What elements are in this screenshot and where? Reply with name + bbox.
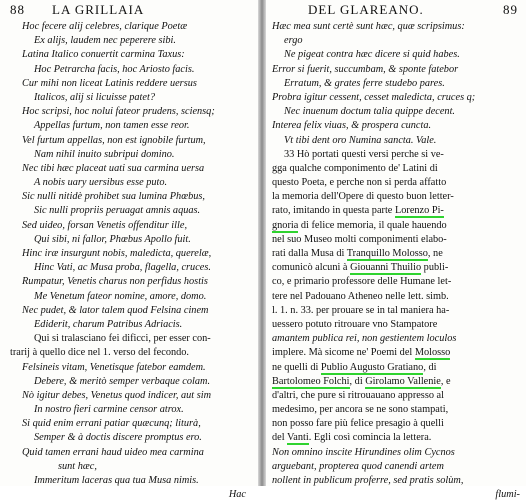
highlighted-name: gnoria: [272, 219, 299, 231]
text-line: Nam nihil inuito subripui domino.: [34, 148, 175, 160]
book-gutter: [258, 0, 266, 486]
text-line: Ediderit, charum Patribus Adriacis.: [34, 318, 183, 330]
text-line: comunicò alcuni à Giouanni Thuilio publi-: [272, 262, 449, 274]
text-line: Nec tibi hæc placeat uati sua carmina uersa: [22, 162, 205, 174]
text-line: 33 Hò portati questi versi perche si ve-: [284, 148, 444, 160]
right-page: [266, 0, 526, 501]
text-line: Vt tibi dent oro Numina sancta. Vale.: [284, 134, 437, 146]
text-line: Nò igitur debes, Venetus quod indicer, aut sim: [22, 389, 212, 401]
text-line: Quid tamen errani haud uideo mea carmina: [22, 446, 204, 458]
text-line: d'altri, che pure si ritrouauano appresso al: [272, 389, 444, 401]
left-page-header: [0, 2, 258, 18]
text-line: rati dalla Musa di Tranquillo Molosso, ne: [272, 248, 443, 259]
page-number: 89: [503, 2, 518, 17]
right-page-header: [266, 2, 526, 18]
catchword: flumi-: [495, 489, 520, 501]
highlighted-name: Molosso: [414, 347, 451, 359]
text-line: nel suo Museo molti componimenti elabo-: [272, 233, 447, 245]
running-head: LA GRILLAIA: [52, 2, 145, 17]
left-page: [0, 0, 258, 501]
highlighted-name: Girolamo Vallenie: [365, 375, 441, 387]
text-line: Error si fuerit, succumbam, & sponte fatebor: [272, 63, 459, 75]
text-line: Hinc Vati, ac Musa proba, flagella, cruces.: [34, 262, 211, 274]
text-line: uessero potuto ritrouare vno Stampatore: [272, 318, 438, 330]
highlighted-name: Publio Augusto Gratiano: [320, 361, 424, 373]
text-line: ergo: [284, 35, 303, 47]
text-line: non posso fare più felice presagio à quelli: [272, 418, 444, 430]
text-line: Immeritum laceras qua tua Musa nimis.: [34, 475, 199, 486]
text-line: Vel furtum appellas, non est ignobile furtum,: [22, 134, 206, 146]
text-line: Me Venetum fateor nomine, amore, domo.: [34, 290, 207, 302]
highlighted-name: Lorenzo Pi-: [394, 205, 444, 217]
right-page-text: [272, 20, 520, 502]
text-line: Hoc scripsi, hoc nolui fateor prudens, sciensq;: [22, 106, 215, 118]
text-line: Rumpatur, Venetis charus non perfidus hostis: [22, 276, 208, 288]
text-line: ne quelli di Publio Augusto Gratiano, di: [272, 361, 437, 373]
text-line: l. 1. n. 33. per prouare se in tal maniera ha-: [272, 304, 450, 316]
text-line: Ne pigeat contra hæc dicere si quid habes.: [284, 49, 460, 61]
text-line: Probra igitur cessent, cesset maledicta, cruces q;: [272, 91, 476, 103]
text-line: Erratum, & grates ferre studebo pares.: [284, 77, 445, 89]
text-line: del Vanti. Egli così comincia la lettera.: [272, 432, 432, 444]
text-line: Hoc fecere alij celebres, clarique Poetæ: [22, 21, 188, 32]
text-line: In nostro fieri carmine censor atrox.: [34, 404, 184, 416]
text-line: Si quid enim errani patiar quæcunq; liturà,: [22, 418, 201, 430]
text-line: Hinc iræ insurgunt nobis, maledicta, querelæ,: [22, 248, 212, 259]
page-number: 88: [10, 2, 25, 17]
text-line: Cur mihi non liceat Latinis reddere uersus: [22, 77, 197, 89]
highlighted-name: Tranquillo Molosso: [346, 248, 428, 259]
text-line: Debere, & meritò semper verbaque colam.: [34, 375, 211, 387]
text-line: tere nel Padouano Atheneo nelle lett. simb.: [272, 290, 449, 302]
text-line: Qui si tralasciano fei dificci, per esser con-: [34, 333, 211, 345]
text-line: medesimo, per ancora se ne sono stampati,: [272, 404, 449, 416]
text-line: Non omnino inscite Hirundines olim Cycnos: [272, 446, 455, 458]
highlighted-name: Vanti: [286, 432, 309, 444]
text-line: implere. Mà sicome ne' Poemi del Molosso: [272, 347, 451, 359]
running-head: DEL GLAREANO.: [308, 2, 424, 17]
text-line: Interea felix viuas, & prospera cuncta.: [272, 120, 432, 132]
text-line: Hoc Petrarcha facis, hoc Ariosto facis.: [34, 63, 195, 75]
catchword: Hac: [228, 489, 246, 501]
highlighted-name: Bartolomeo Folchi: [272, 375, 350, 387]
text-line: arguebant, propterea quod canendi artem: [272, 460, 444, 472]
text-line: amantem publica rei, non gestientem loculos: [272, 333, 457, 345]
text-line: Qui sibi, ni fallor, Phœbus Apollo fuit.: [34, 233, 191, 245]
text-line: Ex alijs, laudem nec peperere sibi.: [34, 35, 176, 47]
text-line: Felsineis vitam, Venetisque fatebor eamdem.: [22, 361, 206, 373]
text-line: gnoria di felice memoria, il quale hauendo: [272, 219, 447, 231]
text-line: Hæc mea sunt certè sunt hæc, quæ scripsimus:: [272, 21, 465, 32]
text-line: sunt hæc,: [58, 460, 97, 472]
left-page-text: [10, 20, 254, 502]
text-line: Sed uideo, forsan Venetis offenditur ille,: [22, 219, 188, 231]
text-line: Nec inuenum doctum talia quippe decent.: [284, 106, 455, 118]
text-line: Bartolomeo Folchi, di Girolamo Vallenie, e: [272, 375, 451, 387]
text-line: Italicos, alij si licuisse patet?: [34, 91, 155, 103]
text-line: Sic nulli nitidè prohibet sua lumina Phœbus,: [22, 191, 205, 203]
text-line: Appellas furtum, non tamen esse reor.: [34, 120, 190, 132]
text-line: Semper & à doctis discere promptus ero.: [34, 432, 202, 444]
highlighted-name: Giouanni Thuilio: [350, 262, 422, 274]
text-line: trarij à quello dice nel 1. verso del fecondo.: [10, 347, 189, 359]
text-line: questo Poeta, e perche non si perda affatto: [272, 177, 447, 189]
text-line: gga qualche componimento de' Latini di: [272, 162, 438, 174]
text-line: Nec pudet, & lator talem quod Felsina cinem: [22, 304, 209, 316]
text-line: nollent in publicum proferre, sed pratis solùm,: [272, 475, 464, 486]
text-line: Sic nulli propriis peruagat amnis aquas.: [34, 205, 201, 217]
text-line: co, e primario professore delle Humane let-: [272, 276, 452, 288]
text-line: rato, imitando in questa parte Lorenzo Pi-: [272, 205, 444, 217]
text-line: A nobis uary uersibus esse puto.: [34, 177, 168, 189]
text-line: Latina Italico conuertit carmina Taxus:: [22, 49, 185, 61]
text-line: la memoria dell'Opere di questo buon letter-: [272, 191, 454, 203]
